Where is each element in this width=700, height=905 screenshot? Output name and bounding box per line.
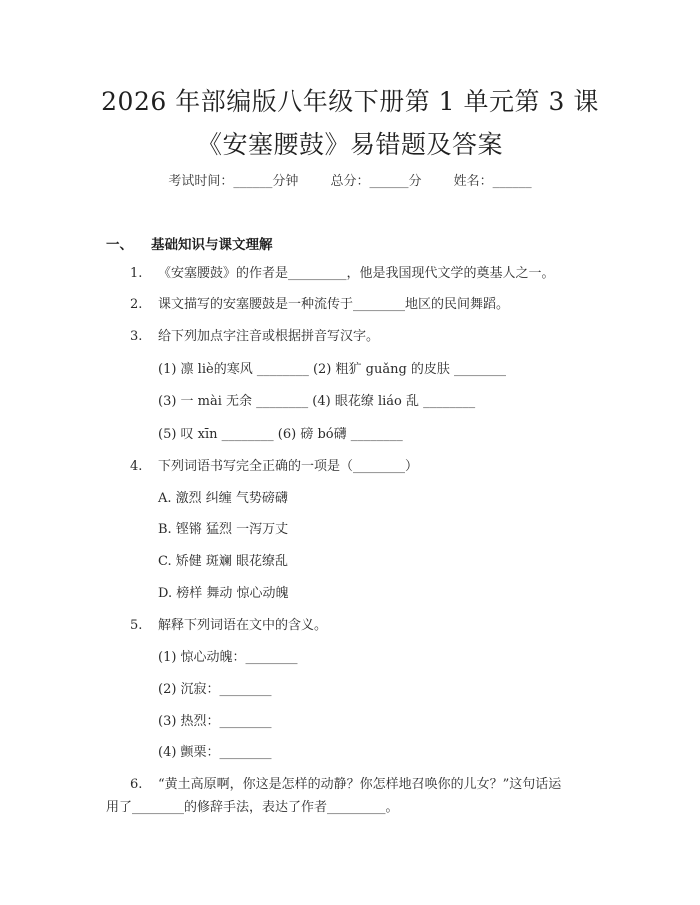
definition-item-1: (1) 惊心动魄：________ bbox=[158, 650, 298, 665]
exam-time: 考试时间：______分钟 bbox=[168, 174, 299, 189]
page-title-line1: 2026 年部编版八年级下册第 1 单元第 3 课 bbox=[101, 87, 599, 116]
option-d: D. 榜样 舞动 惊心动魄 bbox=[158, 586, 289, 601]
option-b: B. 铿锵 猛烈 一泻万丈 bbox=[158, 522, 289, 537]
pinyin-row-1: (1) 凛 liè的寒风 ________ (2) 粗犷 guǎng 的皮肤 ________ bbox=[158, 362, 507, 377]
question-number: 1. bbox=[130, 266, 143, 281]
question-text: 解释下列词语在文中的含义。 bbox=[158, 618, 328, 633]
definition-item-3: (3) 热烈：________ bbox=[158, 714, 272, 729]
question-number: 3. bbox=[130, 329, 143, 344]
question-4 bbox=[130, 455, 418, 474]
exam-meta bbox=[0, 170, 700, 189]
question-number: 5. bbox=[130, 618, 143, 633]
question-6 bbox=[130, 773, 561, 792]
page-title-line2: 《安塞腰鼓》易错题及答案 bbox=[196, 130, 503, 159]
section-number: 一、 bbox=[106, 237, 133, 253]
question-5 bbox=[130, 614, 327, 633]
question-number: 4. bbox=[130, 459, 143, 474]
exam-score: 总分：______分 bbox=[330, 174, 422, 189]
pinyin-row-2: (3) 一 mài 无余 ________ (4) 眼花缭 liáo 乱 ________ bbox=[158, 394, 476, 409]
definition-item-4: (4) 颤栗：________ bbox=[158, 745, 272, 760]
option-a: A. 激烈 纠缠 气势磅礴 bbox=[158, 491, 288, 506]
question-text: 给下列加点字注音或根据拼音写汉字。 bbox=[158, 329, 380, 344]
question-number: 2. bbox=[130, 297, 143, 312]
section-heading bbox=[106, 233, 273, 253]
question-text: 课文描写的安塞腰鼓是一种流传于________地区的民间舞蹈。 bbox=[158, 297, 510, 312]
option-c: C. 矫健 斑斓 眼花缭乱 bbox=[158, 554, 289, 569]
question-6-continuation: 用了________的修辞手法，表达了作者_________。 bbox=[106, 800, 399, 815]
student-name: 姓名：______ bbox=[453, 174, 532, 189]
section-title: 基础知识与课文理解 bbox=[151, 237, 273, 253]
question-number: 6. bbox=[130, 777, 143, 792]
pinyin-row-3: (5) 叹 xīn ________ (6) 磅 bó礴 ________ bbox=[158, 427, 403, 442]
question-2 bbox=[130, 293, 509, 312]
question-1 bbox=[130, 262, 555, 281]
question-text: 《安塞腰鼓》的作者是_________，他是我国现代文学的奠基人之一。 bbox=[158, 266, 555, 281]
definition-item-2: (2) 沉寂：________ bbox=[158, 682, 272, 697]
question-text: “黄土高原啊，你这是怎样的动静？你怎样地召唤你的儿女？”这句话运 bbox=[158, 777, 562, 792]
question-text: 下列词语书写完全正确的一项是（________） bbox=[158, 459, 419, 474]
question-3 bbox=[130, 325, 379, 344]
